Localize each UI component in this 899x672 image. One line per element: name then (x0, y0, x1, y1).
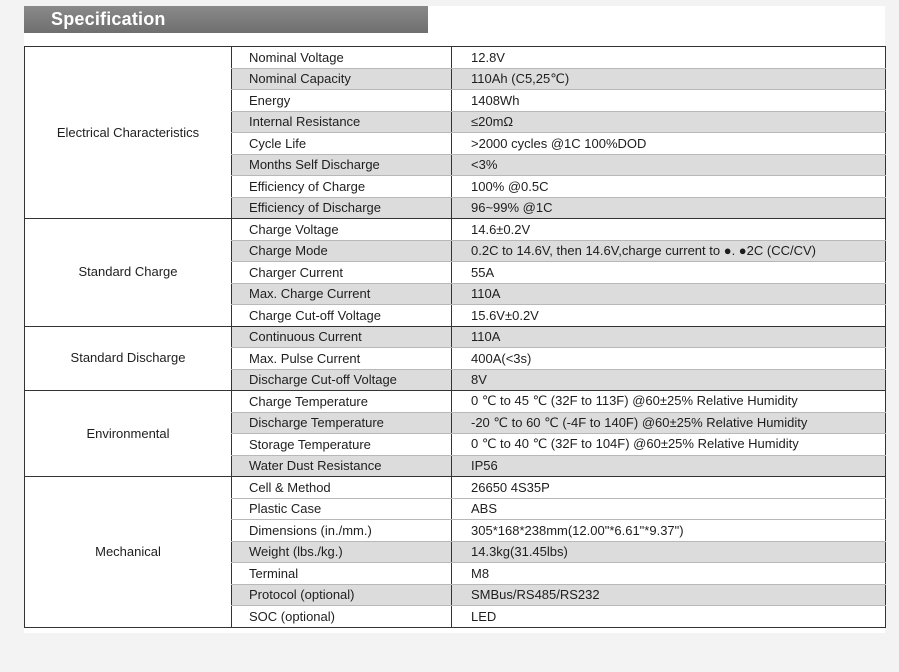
param-label: Charge Mode (232, 240, 452, 262)
group-label-electrical: Electrical Characteristics (25, 47, 232, 219)
param-value: 110A (452, 326, 886, 348)
param-label: Weight (lbs./kg.) (232, 541, 452, 563)
param-value: LED (452, 606, 886, 628)
param-value: 15.6V±0.2V (452, 305, 886, 327)
group-label-standard-discharge: Standard Discharge (25, 326, 232, 391)
param-label: Charge Voltage (232, 219, 452, 241)
param-value: 8V (452, 369, 886, 391)
param-value: SMBus/RS485/RS232 (452, 584, 886, 606)
param-label: Charge Temperature (232, 391, 452, 413)
param-label: Efficiency of Discharge (232, 197, 452, 219)
param-value: 0.2C to 14.6V, then 14.6V,charge current to ●. ●2C (CC/CV) (452, 240, 886, 262)
param-label: Nominal Voltage (232, 47, 452, 69)
param-label: Dimensions (in./mm.) (232, 520, 452, 542)
param-value: 100% @0.5C (452, 176, 886, 198)
param-value: 0 ℃ to 45 ℃ (32F to 113F) @60±25% Relative Humidity (452, 391, 886, 413)
param-value: 305*168*238mm(12.00"*6.61"*9.37") (452, 520, 886, 542)
param-value: 12.8V (452, 47, 886, 69)
param-label: Discharge Cut-off Voltage (232, 369, 452, 391)
param-label: Months Self Discharge (232, 154, 452, 176)
param-label: Charger Current (232, 262, 452, 284)
param-value: M8 (452, 563, 886, 585)
param-label: Energy (232, 90, 452, 112)
param-label: SOC (optional) (232, 606, 452, 628)
param-label: Max. Pulse Current (232, 348, 452, 370)
param-value: 1408Wh (452, 90, 886, 112)
param-value: 55A (452, 262, 886, 284)
group-label-standard-charge: Standard Charge (25, 219, 232, 327)
spec-sheet (24, 6, 885, 633)
param-value: -20 ℃ to 60 ℃ (-4F to 140F) @60±25% Relative Humidity (452, 412, 886, 434)
section-title: Specification (24, 6, 428, 33)
param-value: IP56 (452, 455, 886, 477)
param-value: 14.6±0.2V (452, 219, 886, 241)
param-value: ≤20mΩ (452, 111, 886, 133)
param-label: Storage Temperature (232, 434, 452, 456)
param-value: <3% (452, 154, 886, 176)
param-value: ABS (452, 498, 886, 520)
param-value: 14.3kg(31.45lbs) (452, 541, 886, 563)
param-value: 26650 4S35P (452, 477, 886, 499)
param-label: Plastic Case (232, 498, 452, 520)
param-label: Continuous Current (232, 326, 452, 348)
param-value: 110Ah (C5,25℃) (452, 68, 886, 90)
param-label: Efficiency of Charge (232, 176, 452, 198)
param-label: Max. Charge Current (232, 283, 452, 305)
param-label: Cell & Method (232, 477, 452, 499)
param-value: 110A (452, 283, 886, 305)
param-label: Nominal Capacity (232, 68, 452, 90)
param-value: 96~99% @1C (452, 197, 886, 219)
param-label: Cycle Life (232, 133, 452, 155)
param-value: >2000 cycles @1C 100%DOD (452, 133, 886, 155)
param-label: Internal Resistance (232, 111, 452, 133)
group-label-environmental: Environmental (25, 391, 232, 477)
param-value: 0 ℃ to 40 ℃ (32F to 104F) @60±25% Relative Humidity (452, 434, 886, 456)
spec-table (24, 46, 886, 628)
param-label: Protocol (optional) (232, 584, 452, 606)
group-label-mechanical: Mechanical (25, 477, 232, 628)
param-label: Terminal (232, 563, 452, 585)
param-value: 400A(<3s) (452, 348, 886, 370)
param-label: Discharge Temperature (232, 412, 452, 434)
param-label: Charge Cut-off Voltage (232, 305, 452, 327)
param-label: Water Dust Resistance (232, 455, 452, 477)
